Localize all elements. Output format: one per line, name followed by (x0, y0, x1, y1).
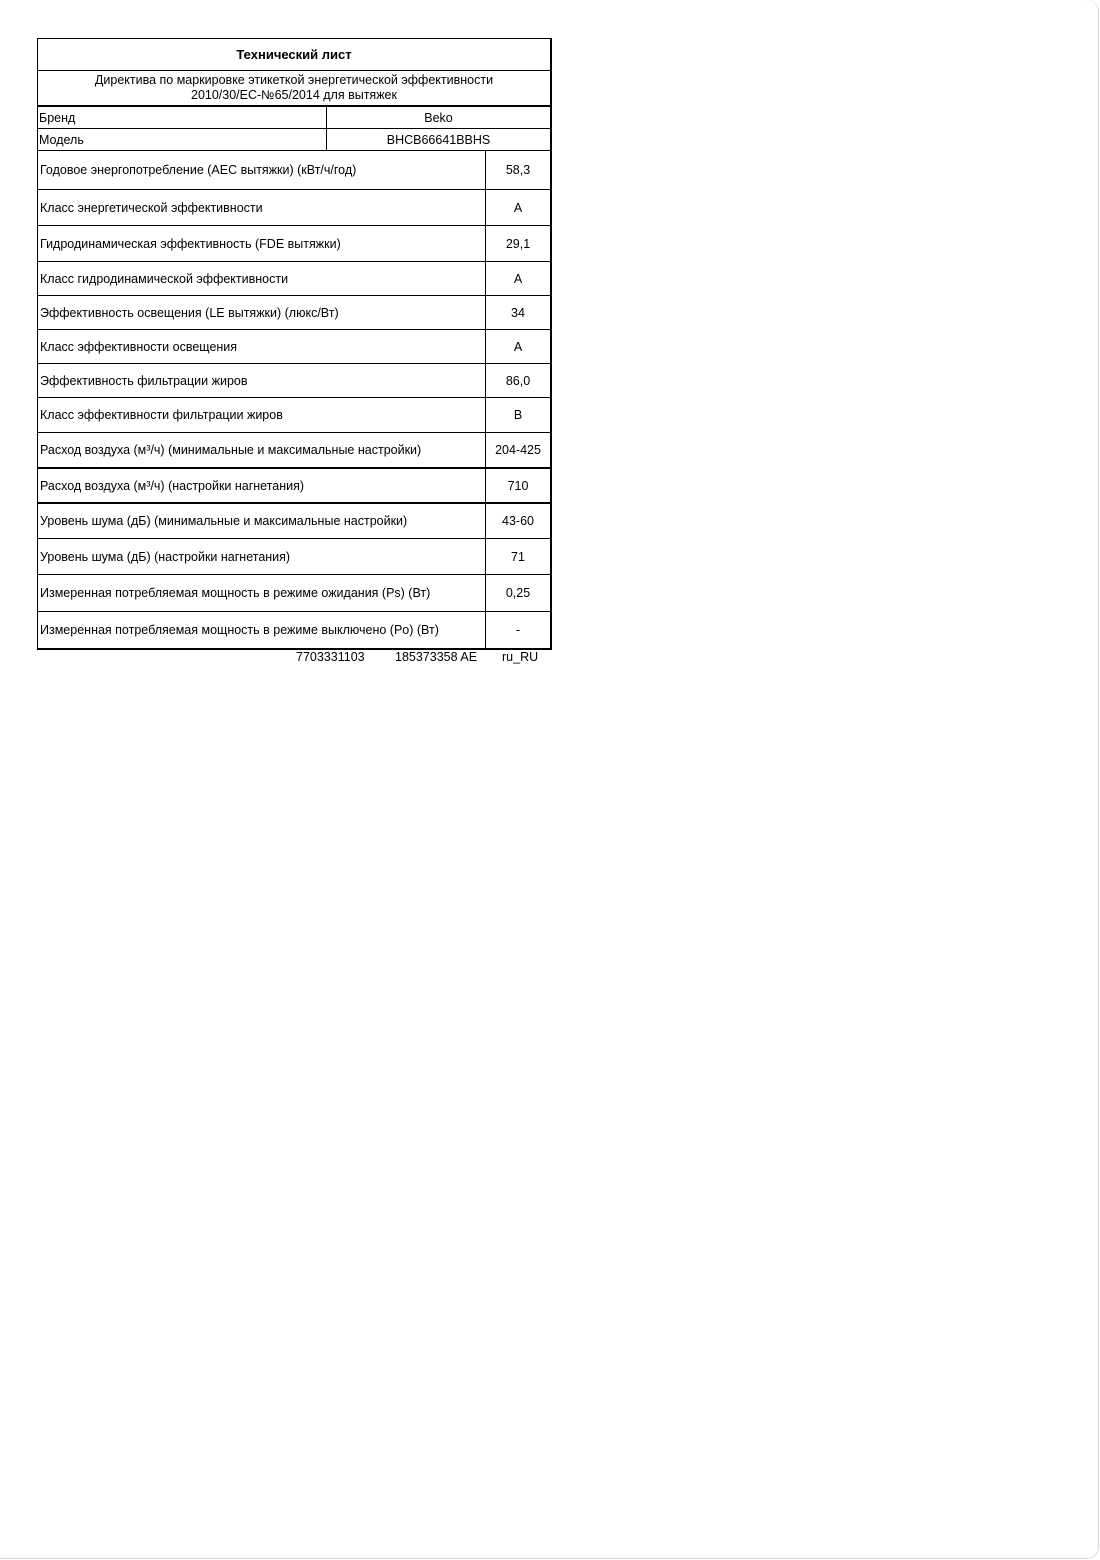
spec-value: A (513, 339, 523, 354)
directive-text (38, 71, 550, 107)
spec-value: A (513, 271, 523, 286)
spec-label: Уровень шума (дБ) (минимальные и максимальные настройки) (38, 504, 486, 538)
brand-row (38, 107, 550, 129)
footer-locale: ru_RU (502, 650, 539, 664)
spec-row-aec (38, 151, 550, 190)
spec-row-grease-class (38, 398, 550, 433)
spec-row-noise-boost (38, 539, 550, 575)
spec-label: Расход воздуха (м³/ч) (настройки нагнетания) (38, 469, 486, 502)
spec-label: Эффективность фильтрации жиров (38, 364, 486, 397)
spec-row-noise (38, 504, 550, 539)
spec-value: 71 (511, 549, 525, 564)
spec-label: Класс эффективности фильтрации жиров (38, 398, 486, 432)
spec-value: - (515, 623, 521, 637)
spec-value: B (513, 408, 523, 422)
spec-value: 43-60 (502, 514, 534, 528)
spec-row-fde (38, 226, 550, 262)
footer-code-1: 7703331103 (296, 650, 365, 664)
spec-label: Гидродинамическая эффективность (FDE вытяжки) (38, 226, 486, 261)
model-label: Модель (38, 129, 327, 150)
sheet-title: Технический лист (38, 39, 550, 71)
spec-label: Измеренная потребляемая мощность в режиме выключено (Po) (Вт) (38, 612, 486, 648)
document-footer (296, 650, 538, 664)
spec-label: Годовое энергопотребление (AEC вытяжки) (кВт/ч/год) (38, 151, 486, 189)
spec-row-fde-class (38, 262, 550, 296)
directive-line-2: 2010/30/ЕС-№65/2014 для вытяжек (191, 88, 397, 102)
model-value: BHCB66641BBHS (386, 132, 491, 147)
spec-label: Класс гидродинамической эффективности (38, 262, 486, 295)
spec-label: Эффективность освещения (LE вытяжки) (люкс/Вт) (38, 296, 486, 329)
spec-label: Измеренная потребляемая мощность в режиме ожидания (Ps) (Вт) (38, 575, 486, 611)
spec-value: 710 (507, 478, 529, 493)
spec-value: 86,0 (505, 373, 531, 388)
directive-line-1: Директива по маркировке этикеткой энергетической эффективности (94, 73, 494, 87)
brand-label: Бренд (38, 107, 327, 128)
spec-row-le-class (38, 330, 550, 364)
spec-value: 204-425 (495, 443, 541, 457)
spec-label: Класс энергетической эффективности (38, 190, 486, 225)
spec-row-airflow (38, 433, 550, 469)
spec-value: 58,3 (505, 163, 531, 177)
spec-value: 34 (511, 305, 525, 320)
spec-label: Класс эффективности освещения (38, 330, 486, 363)
spec-value: 0,25 (505, 586, 531, 600)
spec-value: 29,1 (505, 236, 531, 251)
spec-value: A (513, 200, 523, 215)
spec-row-le (38, 296, 550, 330)
model-row (38, 129, 550, 151)
spec-label: Уровень шума (дБ) (настройки нагнетания) (38, 539, 486, 574)
brand-value: Beko (424, 110, 453, 125)
spec-row-airflow-boost (38, 469, 550, 504)
technical-sheet-table (37, 38, 552, 650)
spec-label: Расход воздуха (м³/ч) (минимальные и максимальные настройки) (38, 433, 486, 467)
spec-row-grease (38, 364, 550, 398)
footer-code-2: 185373358 AE (395, 650, 478, 664)
spec-row-energy-class (38, 190, 550, 226)
spec-row-off-power (38, 612, 550, 648)
spec-row-standby-power (38, 575, 550, 612)
